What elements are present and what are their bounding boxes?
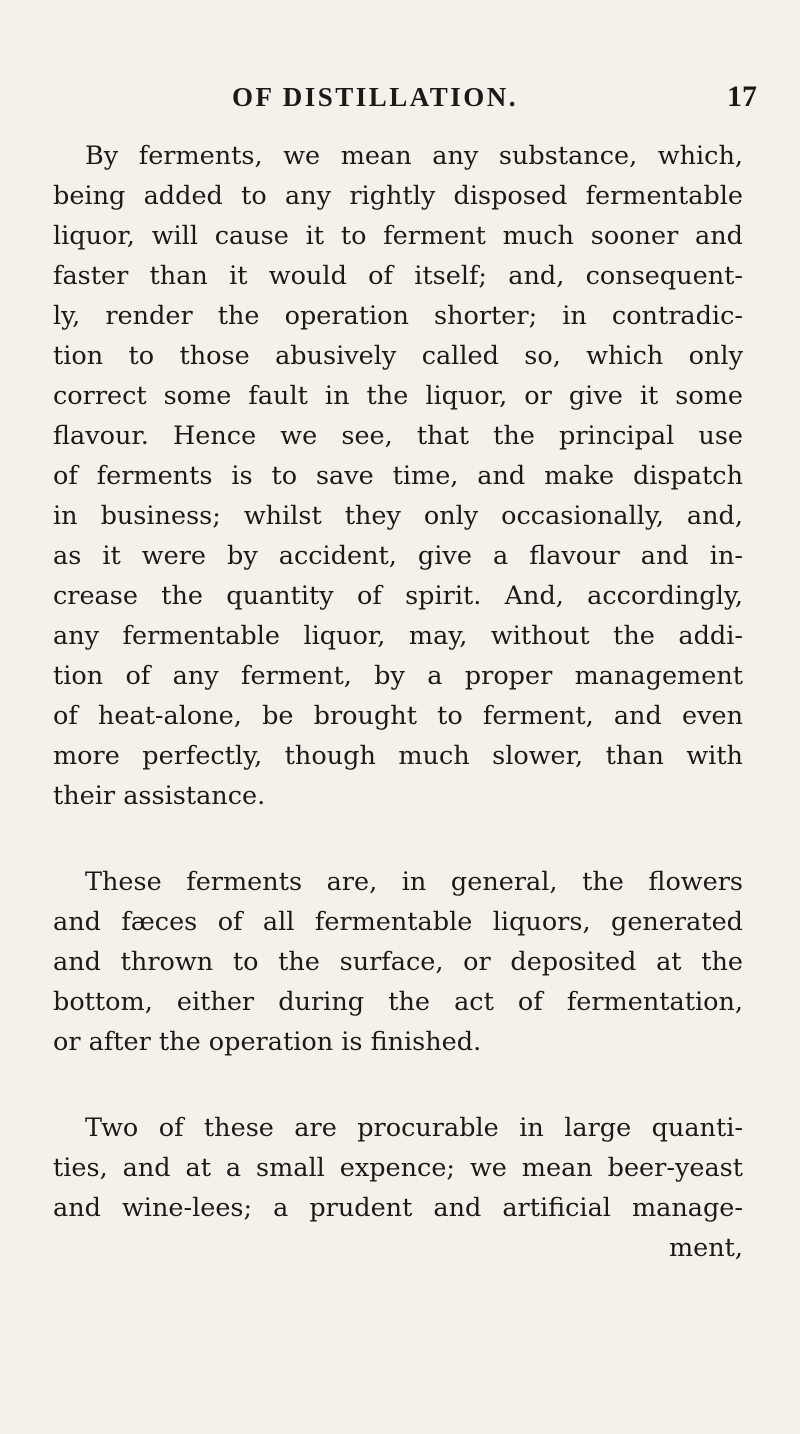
text-line: tion of any ferment, by a proper management [53, 661, 743, 691]
text-line: By ferments, we mean any substance, which, [85, 141, 743, 171]
text-line: of ferments is to save time, and make dispatch [53, 461, 743, 491]
catchword: ment, [668, 1233, 743, 1263]
text-line: in business; whilst they only occasionally, and, [53, 501, 743, 531]
paragraph-ferments-definition [53, 136, 743, 816]
page-number: 17 [727, 80, 757, 113]
paragraph-gap [53, 1062, 743, 1108]
text-line: faster than it would of itself; and, consequent- [53, 261, 743, 291]
text-line: bottom, either during the act of fermentation, [53, 987, 743, 1017]
body-text [53, 136, 743, 1268]
text-line: as it were by accident, give a flavour and in- [53, 541, 743, 571]
text-line: Two of these are procurable in large quanti- [85, 1113, 743, 1143]
page-header [0, 80, 800, 120]
text-line: liquor, will cause it to ferment much sooner and [53, 221, 743, 251]
text-line: tion to those abusively called so, which only [53, 341, 743, 371]
text-line: being added to any rightly disposed fermentable [53, 181, 743, 211]
paragraph-yeast-lees [53, 1108, 743, 1268]
text-line: or after the operation is finished. [53, 1027, 482, 1057]
text-line: ly, render the operation shorter; in contradic- [53, 301, 743, 331]
text-line: crease the quantity of spirit. And, accordingly, [53, 581, 743, 611]
running-head: OF DISTILLATION. [232, 82, 519, 112]
text-line: ties, and at a small expence; we mean beer-yeast [53, 1153, 743, 1183]
text-line: any fermentable liquor, may, without the addi- [53, 621, 743, 651]
text-line: their assistance. [53, 781, 266, 811]
text-line: and fæces of all fermentable liquors, generated [53, 907, 743, 937]
text-line: and wine-lees; a prudent and artificial manage- [53, 1193, 743, 1223]
text-line: of heat-alone, be brought to ferment, and even [53, 701, 743, 731]
paragraph-gap [53, 816, 743, 862]
text-line: more perfectly, though much slower, than with [53, 741, 743, 771]
text-line: correct some fault in the liquor, or give it some [53, 381, 743, 411]
text-line: and thrown to the surface, or deposited at the [53, 947, 743, 977]
text-line: flavour. Hence we see, that the principal use [53, 421, 743, 451]
text-line: These ferments are, in general, the flowers [85, 867, 743, 897]
paragraph-ferments-kinds [53, 862, 743, 1062]
